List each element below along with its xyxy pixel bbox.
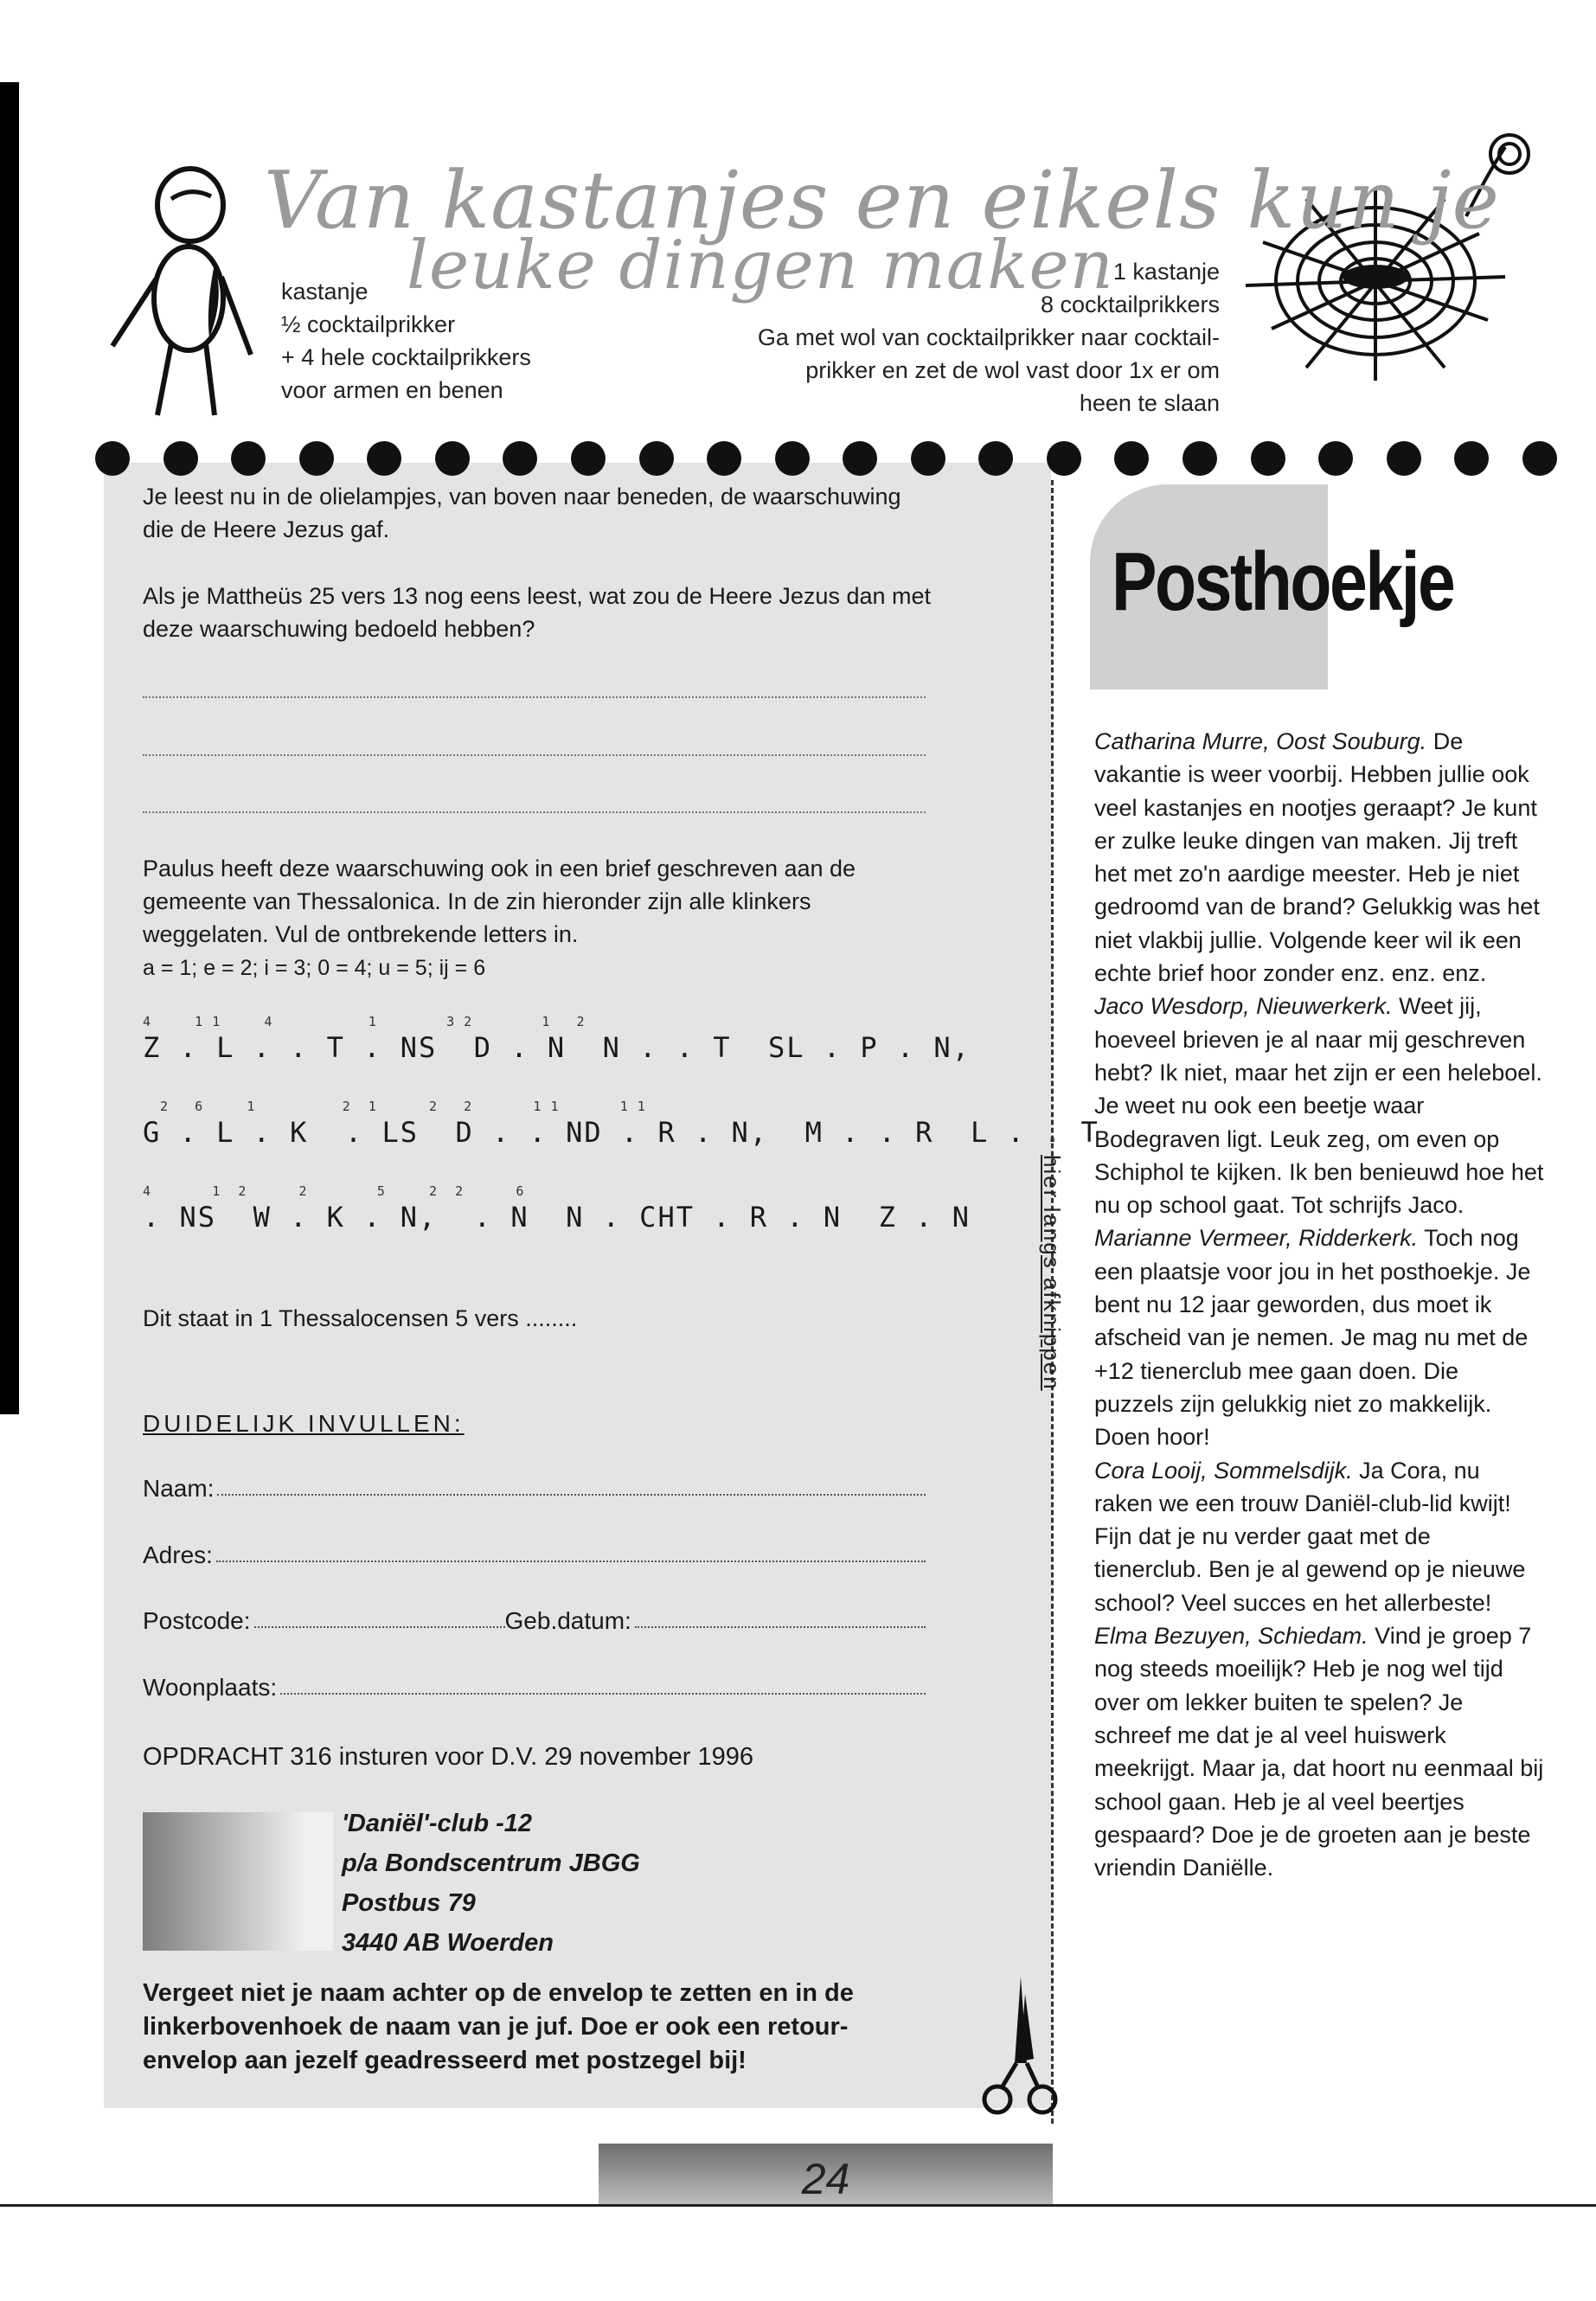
divider-dot (1318, 441, 1353, 476)
postcode-label: Postcode: (143, 1607, 251, 1634)
address-gradient-box (143, 1812, 333, 1951)
intro-text: Je leest nu in de olielampjes, van boven naar beneden, de waarschuwing die de Heere Jezus gaf. (143, 484, 901, 542)
craft-right-line: 1 kastanje (1112, 259, 1220, 285)
divider-dot (1387, 441, 1421, 476)
letter-text: Vind je groep 7 nog steeds moeilijk? Heb je nog wel tijd over om lekker buiten te spelen? Je schreef me dat je al veel huiswerk meekrijgt. Maar ja, dat hoort nu eenmaal bij school gaan. Heb je al veel beertjes gespaard? Doe je de groeten aan je beste vriendin Daniëlle. (1094, 1623, 1544, 1881)
letter-text: Toch nog een plaatsje voor jou in het posthoekje. Je bent nu 12 jaar geworden, dus moet ik afscheid van je nemen. Je mag nu met de +12 tienerclub mee gaan doen. Die puzzels zijn gelukkig niet zo makkelijk. Doen hoor! (1094, 1225, 1531, 1451)
divider-dot (95, 441, 130, 476)
divider-dot (1251, 441, 1285, 476)
puzzle-instructions: Paulus heeft deze waarschuwing ook in een brief geschreven aan de gemeente van Thessalonica. In de zin hieronder zijn alle klinkers weggelaten. Vul de ontbrekende letters in. (143, 856, 856, 947)
reminder-text: Vergeet niet je naam achter op de envelop te zetten en in de linkerbovenhoek de naam van je juf. Doe er ook een retour-envelop aan jezelf geadresseerd met postzegel bij! (143, 1979, 854, 2074)
address-input[interactable] (216, 1561, 926, 1562)
craft-left-line: voor armen en benen (281, 377, 503, 403)
birthdate-input[interactable] (635, 1626, 926, 1628)
posthoekje-letters (1094, 725, 1544, 1884)
puzzle-numbers: 4 1 2 2 5 2 2 6 (143, 1183, 525, 1199)
name-field[interactable] (143, 1475, 926, 1503)
address-line: 3440 AB Woerden (342, 1929, 554, 1957)
bottom-rule (0, 2204, 1596, 2207)
craft-right-line: prikker en zet de wol vast door 1x er om (805, 357, 1220, 383)
craft-left-line: kastanje (281, 279, 369, 304)
puzzle-row (143, 1183, 973, 1234)
answer-line[interactable] (143, 754, 926, 756)
posthoekje-title: Posthoekje (1112, 535, 1454, 628)
divider-dot (367, 441, 401, 476)
address-line: 'Daniël'-club -12 (342, 1810, 533, 1837)
city-label: Woonplaats: (143, 1674, 278, 1701)
divider-dot (775, 441, 810, 476)
letter-author: Cora Looij, Sommelsdijk. (1094, 1457, 1353, 1484)
answer-line[interactable] (143, 696, 926, 698)
divider-dot (843, 441, 877, 476)
postcode-input[interactable] (254, 1626, 505, 1628)
letter-text: De vakantie is weer voorbij. Hebben jullie ook veel kastanjes en nootjes geraapt? Je kunt er zulke leuke dingen van maken. Jij treft het met zo'n aardige meester. Heb je niet gedroomd van de brand? Gelukkig was het niet vlakbij jullie. Volgende keer wil ik een echte brief hoor zonder enz. enz. enz. (1094, 728, 1540, 987)
craft-instructions-left (281, 275, 644, 407)
divider-dot (978, 441, 1013, 476)
puzzle-row (143, 1014, 973, 1064)
divider-dot (639, 441, 674, 476)
craft-instructions-right (657, 255, 1220, 420)
craft-left-line: ½ cocktailprikker (281, 311, 456, 337)
puzzle-numbers: 4 1 1 4 1 3 2 1 2 (143, 1014, 586, 1029)
city-input[interactable] (280, 1693, 926, 1695)
divider-dot (1047, 441, 1081, 476)
mailing-address (342, 1804, 640, 1963)
city-field[interactable] (143, 1674, 926, 1702)
answer-line[interactable] (143, 811, 926, 813)
puzzle-letters: Z . L . . T . NS D . N N . . T SL . P . N, (143, 1031, 971, 1064)
submission-deadline: OPDRACHT 316 insturen voor D.V. 29 november 1996 (143, 1743, 754, 1771)
scissors-icon (982, 1977, 1060, 2124)
fill-heading: DUIDELIJK INVULLEN: (143, 1410, 465, 1437)
divider-dot (1454, 441, 1489, 476)
letter-text: Ja Cora, nu raken we een trouw Daniël-club-lid kwijt! Fijn dat je nu verder gaat met de tienerclub. Ben je al gewend op je nieuwe school? Veel succes en het allerbeste! (1094, 1457, 1526, 1616)
dot-divider (95, 434, 1557, 483)
divider-dot (1522, 441, 1557, 476)
address-line: p/a Bondscentrum JBGG (342, 1849, 640, 1877)
craft-right-line: 8 cocktailprikkers (1040, 292, 1220, 317)
letter-author: Jaco Wesdorp, Nieuwerkerk. (1094, 993, 1393, 1020)
vowel-codes: a = 1; e = 2; i = 3; 0 = 4; u = 5; ij = 6 (143, 956, 486, 980)
page-number: 24 (801, 2155, 850, 2203)
verse-reference: Dit staat in 1 Thessalocensen 5 vers ........ (143, 1305, 578, 1331)
address-label: Adres: (143, 1541, 213, 1568)
divider-dot (707, 441, 741, 476)
title-line-1: Van kastanjes en eikels kun je (264, 154, 1501, 247)
divider-dot (1183, 441, 1217, 476)
divider-dot (571, 441, 606, 476)
letter-author: Catharina Murre, Oost Souburg. (1094, 728, 1427, 754)
stick-figure-icon (104, 160, 255, 420)
cut-label: hier langs afknippen (1039, 1155, 1065, 1391)
divider-dot (231, 441, 266, 476)
name-label: Naam: (143, 1475, 215, 1502)
postcode-field[interactable] (143, 1607, 926, 1635)
question-text: Als je Mattheüs 25 vers 13 nog eens leest, wat zou de Heere Jezus dan met deze waarschuwing bedoeld hebben? (143, 583, 932, 642)
letter-author: Marianne Vermeer, Ridderkerk. (1094, 1225, 1419, 1252)
name-input[interactable] (217, 1494, 926, 1496)
puzzle-numbers: 2 6 1 2 1 2 2 1 1 1 1 (143, 1099, 646, 1114)
craft-right-line: Ga met wol van cocktailprikker naar cocktail- (757, 324, 1220, 350)
divider-dot (435, 441, 470, 476)
left-edge-bar (0, 82, 19, 1414)
divider-dot (1114, 441, 1149, 476)
letter-text: Weet jij, hoeveel brieven je al naar mij geschreven hebt? Ik niet, maar het zijn er een heleboel. Je weet nu ook een beetje waar Bodegraven ligt. Leuk zeg, om even op Schiphol te kijken. Ik ben benieuwd hoe het nu op school gaat. Tot schrijfs Jaco. (1094, 993, 1544, 1219)
divider-dot (503, 441, 537, 476)
address-field[interactable] (143, 1541, 926, 1569)
birthdate-label: Geb.datum: (504, 1607, 631, 1634)
letter-author: Elma Bezuyen, Schiedam. (1094, 1623, 1368, 1650)
address-line: Postbus 79 (342, 1889, 476, 1917)
craft-left-line: + 4 hele cocktailprikkers (281, 344, 531, 370)
puzzle-letters: . NS W . K . N, . N N . CHT . R . N Z . N (143, 1201, 971, 1234)
puzzle-letters: G . L . K . LS D . . ND . R . N, M . . R L . . T (143, 1116, 1099, 1149)
title-line-2: leuke dingen maken (407, 227, 1114, 304)
divider-dot (163, 441, 198, 476)
divider-dot (299, 441, 334, 476)
puzzle-row (143, 1099, 1099, 1149)
divider-dot (911, 441, 945, 476)
craft-right-line: heen te slaan (1079, 390, 1220, 416)
